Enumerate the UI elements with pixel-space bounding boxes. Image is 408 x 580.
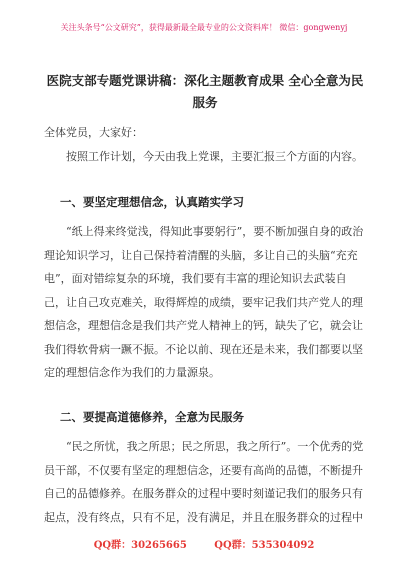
section-2-heading: 二、要提高道德修养，全意为民服务 xyxy=(60,410,244,424)
promo-banner: 关注头条号“公文研究”，获得最新最全最专业的公文资料库！ 微信：gongwenyj xyxy=(60,23,348,32)
greeting: 全体党员，大家好： xyxy=(44,126,143,139)
section-2-paragraph: “民之所忧，我之所思；民之所思，我之所行”。一个优秀的党员干部，不仅要有坚定的理想信念，还要有高尚的品德，不断提升自己的品德修养。在服务群众的过程中要时刻谨记我们的服务只有起点，没有终点，只有不足，没有满足，并且在服务群众的过程中 xyxy=(44,440,364,524)
footer xyxy=(0,536,408,551)
footer-qq-group-2: QQ群：535304092 xyxy=(214,540,315,551)
section-1-paragraph: “纸上得来终觉浅，得知此事要躬行”，要不断加强自身的政治理论知识学习，让自己保持着清醒的头脑，多让自己的头脑“充充电”，面对错综复杂的环境，我们要有丰富的理论知识去武装自己，让自己攻克难关，取得辉煌的成绩，要牢记我们共产党人的理想信念，理想信念是我们共产党人精神上的钙，缺失了它，就会让我们得软骨病一蹶不振。不论以前、现在还是未来，我们都要以坚定的理想信念作为我们的力量源泉。 xyxy=(44,225,364,379)
document-title: 医院支部专题党课讲稿：深化主题教育成果 全心全意为民服务 xyxy=(46,73,364,110)
footer-qq-group-1: QQ群：30265665 xyxy=(93,540,187,551)
section-1-heading: 一、要坚定理想信念，认真踏实学习 xyxy=(60,195,244,209)
intro-paragraph: 按照工作计划，今天由我上党课，主要汇报三个方面的内容。 xyxy=(66,150,363,163)
